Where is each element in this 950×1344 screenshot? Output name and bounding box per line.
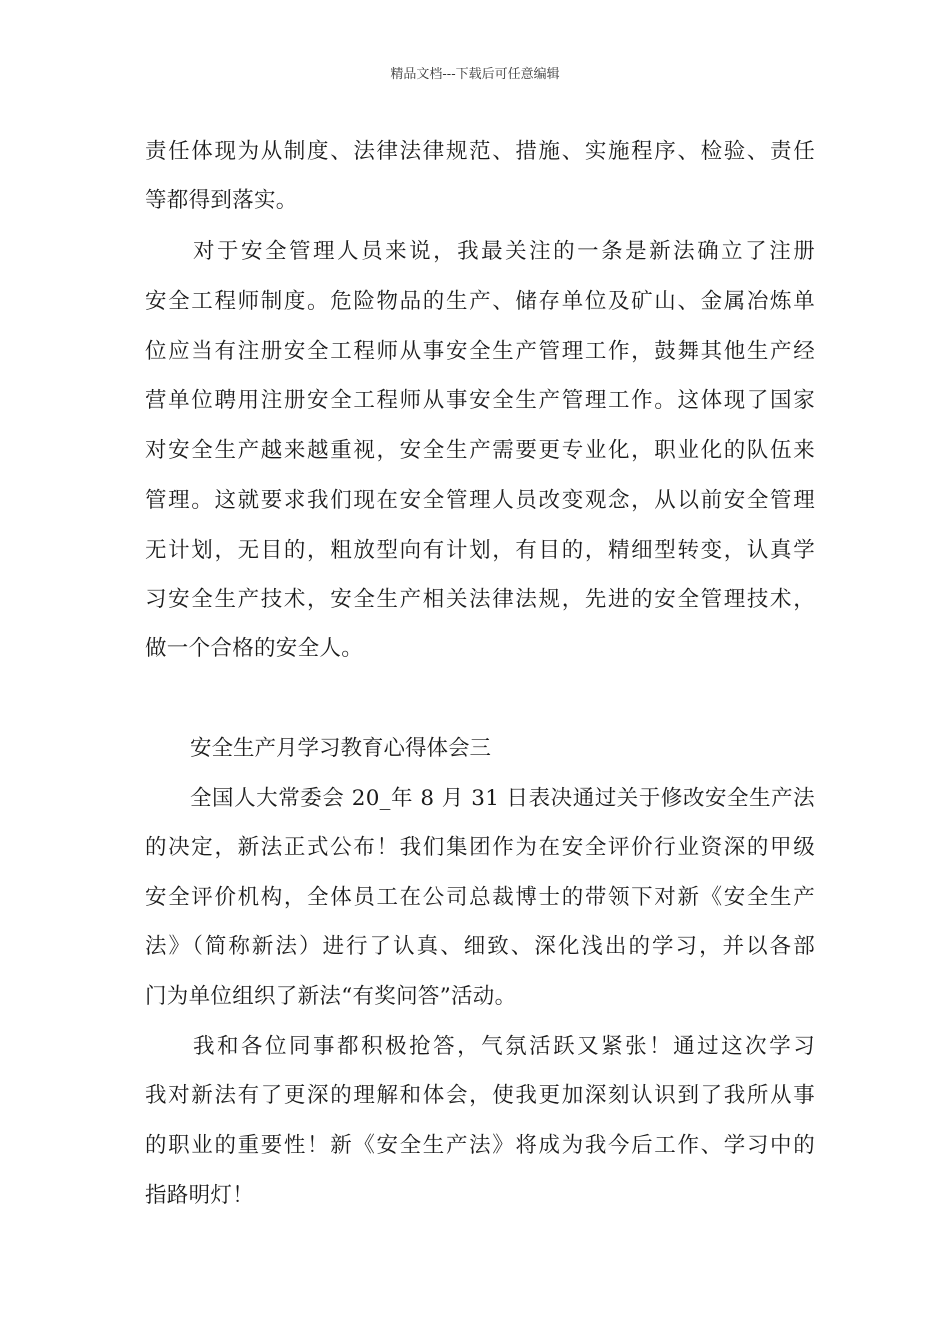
paragraph-line: 的决定，新法正式公布！我们集团作为在安全评价行业资深的甲级: [145, 835, 815, 860]
paragraph-line: 指路明灯！: [145, 1183, 255, 1208]
paragraph-line: 全国人大常委会 20_年 8 月 31 日表决通过关于修改安全生产法: [190, 786, 815, 811]
paragraph-line: 对于安全管理人员来说，我最关注的一条是新法确立了注册: [145, 239, 815, 264]
paragraph-line: 管理。这就要求我们现在安全管理人员改变观念，从以前安全管理: [145, 488, 815, 513]
paragraph-line: 门为单位组织了新法“有奖问答”活动。: [145, 984, 517, 1009]
section-title: 安全生产月学习教育心得体会三: [190, 736, 492, 761]
paragraph-line: 习安全生产技术，安全生产相关法律法规，先进的安全管理技术，: [145, 587, 815, 612]
paragraph-line: 责任体现为从制度、法律法律规范、措施、实施程序、检验、责任: [145, 139, 815, 164]
paragraph-line: 等都得到落实。: [145, 188, 298, 213]
paragraph-line: 法》（简称新法）进行了认真、细致、深化浅出的学习，并以各部: [145, 934, 815, 959]
page-header: 精品文档---下载后可任意编辑: [390, 67, 560, 82]
paragraph-line: 对安全生产越来越重视，安全生产需要更专业化，职业化的队伍来: [145, 438, 815, 463]
paragraph-line: 我对新法有了更深的理解和体会，使我更加深刻认识到了我所从事: [145, 1083, 815, 1108]
paragraph-line: 的职业的重要性！新《安全生产法》将成为我今后工作、学习中的: [145, 1133, 815, 1158]
paragraph-line: 安全评价机构，全体员工在公司总裁博士的带领下对新《安全生产: [145, 885, 815, 910]
paragraph-line: 我和各位同事都积极抢答，气氛活跃又紧张！通过这次学习: [145, 1034, 815, 1059]
paragraph-line: 无计划，无目的，粗放型向有计划，有目的，精细型转变，认真学: [145, 538, 815, 563]
paragraph-line: 做一个合格的安全人。: [145, 636, 364, 661]
paragraph-line: 位应当有注册安全工程师从事安全生产管理工作，鼓舞其他生产经: [145, 339, 815, 364]
paragraph-line: 安全工程师制度。危险物品的生产、储存单位及矿山、金属冶炼单: [145, 289, 815, 314]
paragraph-line: 营单位聘用注册安全工程师从事安全生产管理工作。这体现了国家: [145, 388, 815, 413]
